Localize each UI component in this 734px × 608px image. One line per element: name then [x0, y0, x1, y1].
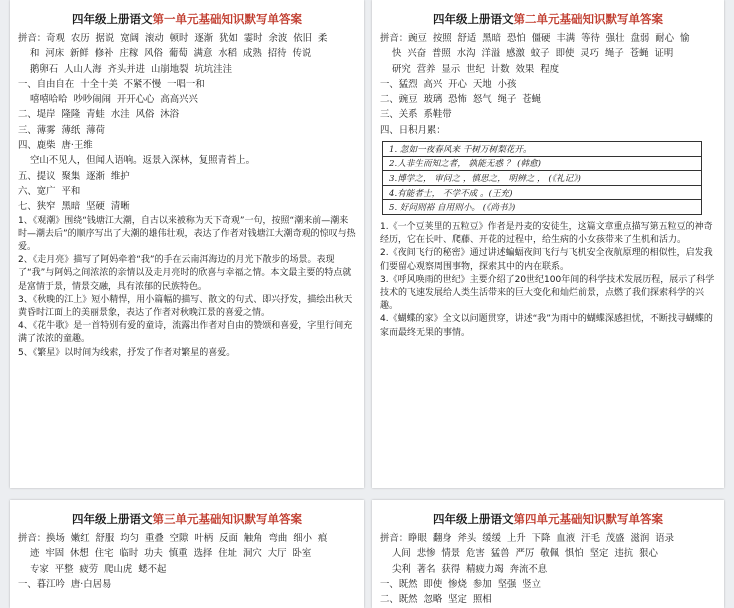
- vocab-line: 二、既然 忽略 坚定 照相: [380, 594, 492, 606]
- vocab-line: 鹅卵石 人山人海 齐头并进 山崩地裂 坑坑洼洼: [30, 63, 232, 75]
- unit1-answer-sheet: [10, 0, 364, 488]
- vocab-list: [18, 31, 356, 215]
- summary-paragraph: 4.《蝴蝶的家》全文以问题贯穿，讲述“我”为雨中的蝴蝶深感担忧，不断找寻蝴蝶的家而最终无果的事情。: [380, 314, 713, 338]
- vocab-line: 二、豌豆 玻璃 恐怖 怒气 绳子 苍蝇: [380, 94, 542, 106]
- page-title: 四年级上册语文第二单元基础知识默写单答案: [433, 12, 663, 26]
- summary-paragraph: 1、《观潮》围绕“钱塘江大潮，自古以来被称为天下奇观”一句，按照“潮来前—潮来时—潮去后”的顺序写出了大潮的雄伟壮观，表达了作者对钱塘江大潮奇观的惊叹与热爱。: [18, 215, 356, 252]
- vocab-line: 快 兴奋 普照 水沟 洋溢 感激 蚊子 即使 灵巧 绳子 苍蝇 证明: [392, 48, 674, 60]
- page-title: 四年级上册语文第三单元基础知识默写单答案: [72, 512, 302, 526]
- vocab-line: 五、提议 聚集 逐渐 维护: [18, 170, 130, 182]
- poem-table: [382, 141, 702, 215]
- summary-paragraph: 3、《秋晚的江上》短小精悍，用小篇幅的描写、散文的句式、即兴抒发，描绘出秋天黄昏时江面上的美丽景象，表达了作者对秋晚江景的喜爱之情。: [18, 294, 353, 318]
- vocab-line: 研究 营养 显示 世纪 计数 效果 程度: [392, 63, 560, 75]
- vocab-line: 六、宽广 平和: [18, 185, 81, 197]
- unit4-answer-sheet: [372, 500, 724, 608]
- vocab-line: 二、堤岸 隆隆 青蛙 水洼 风俗 沐浴: [18, 109, 180, 121]
- poem-row: 1. 忽如一夜春风来 千树万树梨花开。: [383, 142, 702, 157]
- vocab-line: 一、猛烈 高兴 开心 天地 小孩: [380, 78, 517, 90]
- unit2-answer-sheet: [372, 0, 724, 488]
- page-title: 四年级上册语文第一单元基础知识默写单答案: [72, 12, 302, 26]
- vocab-list: [380, 31, 716, 138]
- vocab-line: 三、薄雾 薄纸 薄荷: [18, 124, 105, 136]
- poem-row: 4.有能者士， 不学不成 。(王充): [383, 185, 702, 200]
- summary-paragraph: 2.《夜间飞行的秘密》通过讲述蝙蝠夜间飞行与飞机安全夜航原理的相似性，启发我们要留心观察周围事物，探索其中的内在联系。: [380, 248, 713, 272]
- summary-paragraphs: [18, 215, 356, 360]
- summary-paragraph: 1.《一个豆荚里的五粒豆》作者是丹麦的安徒生，这篇文章重点描写第五粒豆的神奇经历，它在长叶、爬藤、开花的过程中，给生病的小女孩带来了生机和活力。: [380, 222, 713, 246]
- vocab-line: 迹 牢固 休想 住宅 临时 功夫 慎重 选择 住址 洞穴 大厅 卧室: [30, 548, 312, 560]
- vocab-list: [380, 531, 716, 607]
- vocab-line: 空山不见人，但闻人语响。返景入深林，复照青苔上。: [30, 155, 256, 167]
- vocab-line: 一、既然 即使 惨烧 参加 坚强 竖立: [380, 578, 542, 590]
- vocab-line: 和 河床 新鲜 修补 庄稼 风俗 葡萄 满意 水稻 成熟 招待 传说: [30, 48, 312, 60]
- vocab-line: 拼音：睁眼 翻身 斧头 缓缓 上升 下降 血液 汗毛 茂盛 滋润 语录: [380, 533, 674, 544]
- vocab-line: 专家 平整 疲劳 爬山虎 蟋不起: [30, 563, 167, 575]
- vocab-line: 四、日积月累：: [380, 124, 446, 136]
- vocab-line: 拼音：奇观 农历 据说 宽阔 滚动 顿时 逐渐 犹如 霎时 余波 依旧 柔: [18, 33, 328, 44]
- vocab-line: 一、自由自在 十全十美 不紧不慢 一唱一和: [18, 78, 205, 90]
- vocab-line: 七、狭窄 黑暗 坚硬 清晰: [18, 201, 130, 213]
- summary-paragraph: 3.《呼风唤雨的世纪》主要介绍了20世纪100年间的科学技术发展历程，展示了科学技术的飞速发展给人类生活带来的巨大变化和灿烂前景，点燃了我们探索科学的兴趣。: [380, 274, 715, 312]
- vocab-line: 尖利 著名 获得 精疲力竭 奔流不息: [392, 563, 548, 575]
- vocab-line: 三、关系 系鞋带: [380, 109, 452, 121]
- poem-row: 5. 好问则裕 自用则小。 (《尚书》): [383, 200, 702, 215]
- summary-paragraph: 4、《花牛歌》是一首特别有爱的童诗，流露出作者对自由的赞颂和喜爱，字里行间充满了浓浓的童趣。: [18, 321, 353, 345]
- vocab-line: 拼音：换场 嫩红 舒服 均匀 重叠 空隙 叶柄 反面 触角 弯曲 细小 痕: [18, 533, 328, 544]
- vocab-line: 人间 悲惨 情景 危害 猛兽 严厉 敬佩 惧怕 坚定 违抗 狠心: [392, 548, 658, 560]
- vocab-line: 一、暮江吟 唐·白居易: [18, 578, 112, 590]
- page-title: 四年级上册语文第四单元基础知识默写单答案: [433, 512, 663, 526]
- poem-row: 2.人非生而知之者， 孰能无惑 ？ (韩愈): [383, 156, 702, 171]
- vocab-list: [18, 531, 356, 592]
- vocab-line: 四、鹿柴 唐·王维: [18, 140, 93, 152]
- vocab-line: 拼音：豌豆 按照 舒适 黑暗 恐怕 僵硬 丰满 等待 强壮 盘弱 耐心 愉: [380, 33, 690, 44]
- summary-paragraph: 5、《繁星》以时间为线索，抒发了作者对繁星的喜爱。: [18, 347, 236, 358]
- summary-paragraph: 2、《走月亮》描写了阿妈牵着“我”的手在云南洱海边的月光下散步的场景。表现了“我”与阿妈之间浓浓的亲情以及走月亮时的欣喜与幸福之情。本文最主要的特点就是富情于景，情景交融，具有浓郁的民族特色。: [18, 255, 352, 292]
- unit3-answer-sheet: [10, 500, 364, 608]
- summary-paragraphs: [380, 221, 716, 340]
- vocab-line: 嘻嘻哈哈 吵吵闹闹 开开心心 高高兴兴: [30, 94, 198, 106]
- poem-row: 3.博学之， 审问之 ，慎思之， 明辨之 ， (《礼记》): [383, 171, 702, 186]
